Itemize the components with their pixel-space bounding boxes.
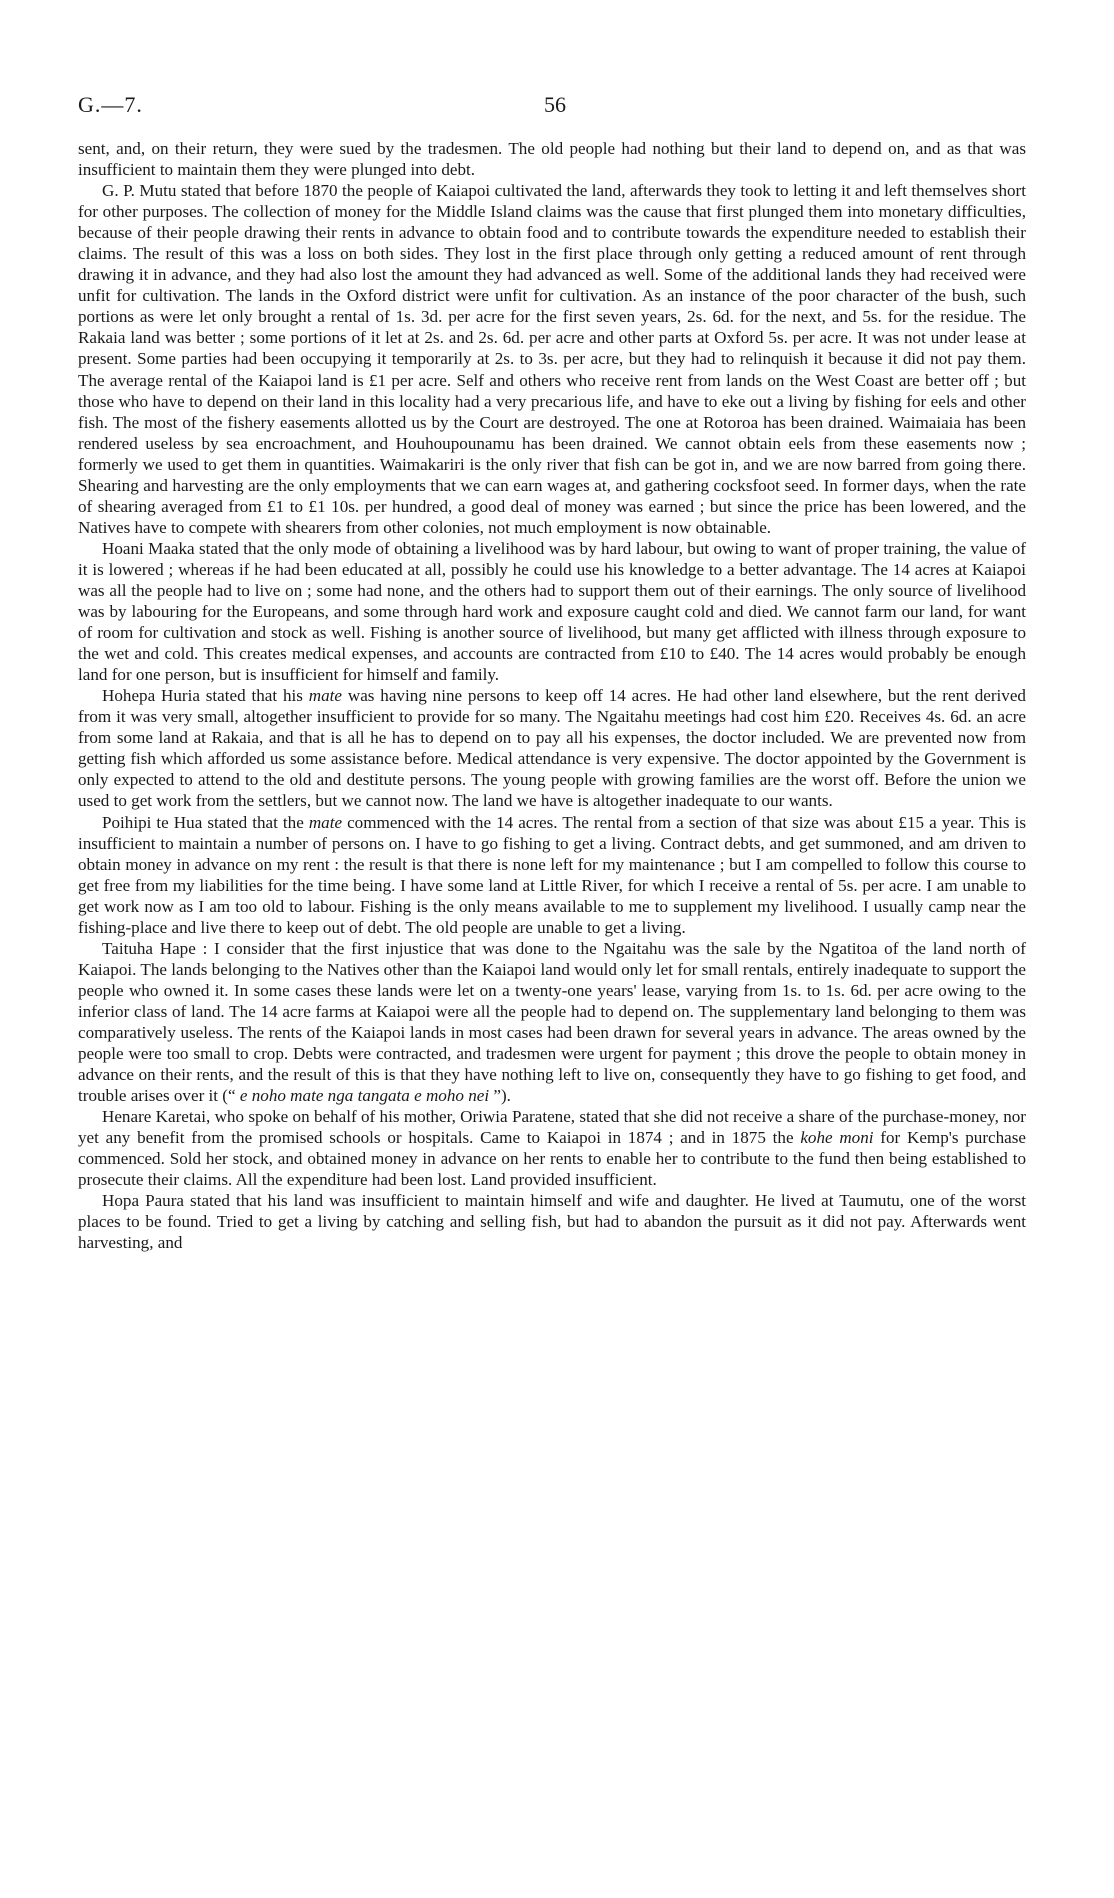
paragraph-text: was having nine persons to keep off 14 acres. He had other land elsewhere, but the rent derived from it was very small, altogether insufficient to provide for so many. The Ngaitahu meetings had cost him £20. Receives 4s. 6d. an acre from some land at Rakaia, and that is all he has to depend on to pay all his expenses, the doctor included. We are prevented now from getting fish which afforded us some assistance before. Medical attendance is very expensive. The doctor appointed by the Government is only expected to attend to the old and destitute persons. The young people with growing families are the worst off. Before the union we used to get work from the settlers, but we cannot now. The land we have is altogether inadequate to our wants. <box>78 686 1026 811</box>
paragraph-text: commenced with the 14 acres. The rental from a section of that size was about £15 a year. This is insufficient to maintain a number of persons on. I have to go fishing to get a living. Contract debts, and get summoned, and am driven to obtain money in advance on my rent : the result is that there is none left for my maintenance ; but I am compelled to follow this course to get free from my liabilities for the time being. I have some land at Little River, for which I receive a rental of 5s. per acre. I am unable to get work now as I am too old to labour. Fishing is the only means available to me to supplement my livelihood. I usually camp near the fishing-place and live there to keep out of debt. The old people are unable to get a living. <box>78 812 1026 937</box>
paragraph-text: Taituha Hape : I consider that the first injustice that was done to the Ngaitahu was the sale by the Ngatitoa of the land north of Kaiapoi. The lands belonging to the Natives other than the Kaiapoi land would only let for small rentals, entirely inadequate to support the people who owned it. In some cases these lands were let on a twenty-one years' lease, varying from 1s. to 1s. 6d. per acre owing to the inferior class of land. The 14 acre farms at Kaiapoi were all the people had to depend on. The supplementary land belonging to them was comparatively useless. The rents of the Kaiapoi lands in most cases had been drawn for several years in advance. The areas owned by the people were too small to crop. Debts were contracted, and tradesmen were urgent for payment ; this drove the people to obtain money in advance on their rents, and the result of this is that they have nothing left to live on, consequently they have to go fishing to get food, and trouble arises over it (“ <box>78 938 1026 1106</box>
paragraph-continuation: sent, and, on their return, they were sued by the tradesmen. The old people had nothing but their land to depend on, and as that was insufficient to maintain them they were plunged into debt. <box>78 139 1026 180</box>
paragraph-text: ”). <box>489 1086 511 1106</box>
page-number: 56 <box>544 92 566 117</box>
paragraph-karetai <box>78 1106 1026 1190</box>
page-header <box>78 92 1026 132</box>
paragraph-text: for Kemp's purchase commenced. Sold her stock, and obtained money in advance on her rents to enable her to contribute to the fund then being established to prosecute their claims. All the expenditure had been lost. Land provided insufficient. <box>78 1128 1026 1190</box>
paragraph-huria <box>78 685 1026 811</box>
paragraph-te-hua <box>78 812 1026 938</box>
paragraph-text: Poihipi te Hua stated that the <box>102 812 309 832</box>
document-reference: G.—7. <box>78 92 143 117</box>
italic-term: e noho mate nga tangata e moho nei <box>239 1086 490 1106</box>
italic-term: kohe moni <box>800 1128 874 1148</box>
paragraph-maaka: Hoani Maaka stated that the only mode of obtaining a livelihood was by hard labour, but owing to want of proper training, the value of it is lowered ; whereas if he had been educated at all, possibly he could use his knowledge to a better advantage. The 14 acres at Kaiapoi was all the people had to live on ; some had none, and the others had to support them out of their earnings. The only source of livelihood was by labouring for the Europeans, and some through hard work and exposure caught cold and died. We cannot farm our land, for want of room for cultivation and stock as well. Fishing is another source of livelihood, but many get afflicted with illness through exposure to the wet and cold. This creates medical expenses, and accounts are contracted from £10 to £40. The 14 acres would probably be enough land for one person, but is insufficient for himself and family. <box>78 538 1026 685</box>
italic-term: mate <box>308 812 343 832</box>
document-page <box>78 92 1026 1253</box>
paragraph-text: Hohepa Huria stated that his <box>102 686 309 706</box>
paragraph-paura: Hopa Paura stated that his land was insufficient to maintain himself and wife and daughter. He lived at Taumutu, one of the worst places to be found. Tried to get a living by catching and selling fish, but had to abandon the pursuit as it did not pay. Afterwards went harvesting, and <box>78 1191 1026 1253</box>
paragraph-text: Henare Karetai, who spoke on behalf of his mother, Oriwia Paratene, stated that she did not receive a share of the purchase-money, nor yet any benefit from the promised schools or hospitals. Came to Kaiapoi in 1874 ; and in 1875 the <box>78 1107 1026 1148</box>
body-text <box>78 138 1026 1253</box>
paragraph-hape <box>78 938 1026 1106</box>
italic-term: mate <box>308 686 342 706</box>
paragraph-mutu: G. P. Mutu stated that before 1870 the people of Kaiapoi cultivated the land, afterwards they took to letting it and left themselves short for other purposes. The collection of money for the Middle Island claims was the cause that first plunged them into monetary difficulties, because of their people drawing their rents in advance to obtain food and to contribute towards the expenditure needed to establish their claims. The result of this was a loss on both sides. They lost in the first place through only getting a reduced amount of rent through drawing it in advance, and they had also lost the amount they had advanced as well. Some of the additional lands they had received were unfit for cultivation. The lands in the Oxford district were unfit for cultivation. As an instance of the poor character of the bush, such portions as were let only brought a rental of 1s. 3d. per acre for the first seven years, 2s. 6d. for the next, and 5s. for the residue. The Rakaia land was better ; some portions of it let at 2s. and 2s. 6d. per acre and other parts at Oxford 5s. per acre. It was not under lease at present. Some parties had been occupying it temporarily at 2s. to 3s. per acre, but they had to relinquish it because it did not pay them. The average rental of the Kaiapoi land is £1 per acre. Self and others who receive rent from lands on the West Coast are better off ; but those who have to depend on their land in this locality had a very precarious life, and have to eke out a living by fishing for eels and other fish. The most of the fishery easements allotted us by the Court are destroyed. The one at Rotoroa has been drained. Waimaiaia has been rendered useless by sea encroachment, and Houhoupounamu has been drained. We cannot obtain eels from these easements now ; formerly we used to get them in quantities. Waimakariri is the only river that fish can be got in, and we are now barred from going there. Shearing and harvesting are the only employments that we can earn wages at, and gathering cocksfoot seed. In former days, when the rate of shearing averaged from £1 to £1 10s. per hundred, a good deal of money was earned ; but since the price has been lowered, and the Natives have to compete with shearers from other colonies, not much employment is now obtainable. <box>78 181 1026 537</box>
